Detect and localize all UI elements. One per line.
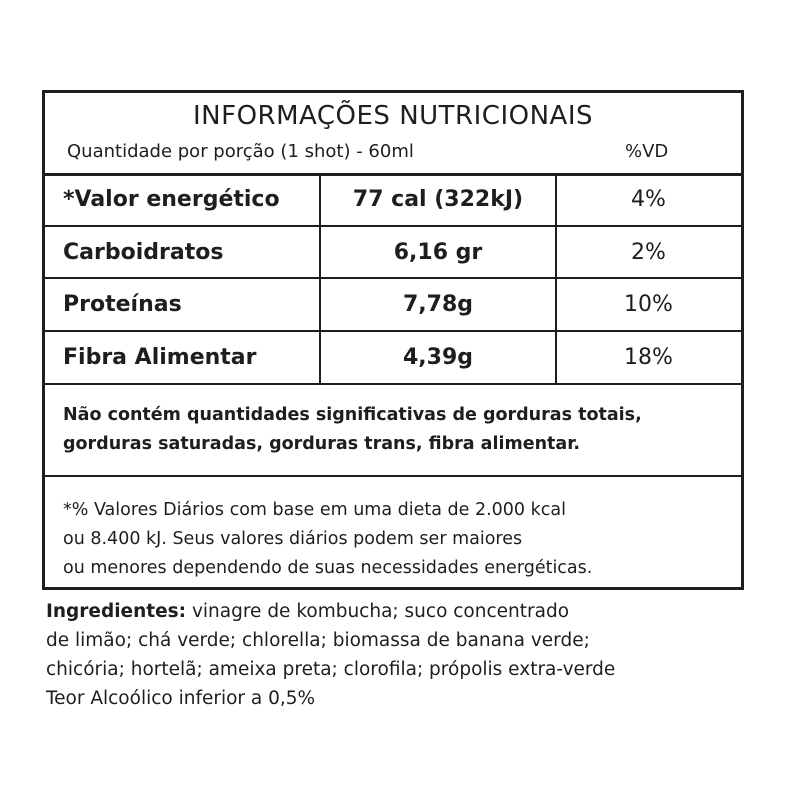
nutrient-amount: 6,16 gr xyxy=(393,240,483,265)
table-rule xyxy=(45,383,741,385)
nutrient-amount: 7,78g xyxy=(402,292,474,317)
note-line: gorduras saturadas, gorduras trans, fibra alimentar. xyxy=(63,434,580,454)
nutrient-daily-value: 2% xyxy=(631,240,666,265)
not-contains-note xyxy=(63,401,642,459)
ingredients-line: de limão; chá verde; chlorella; biomassa de banana verde; xyxy=(46,630,590,651)
table-rule xyxy=(45,330,741,332)
daily-value-header: %VD xyxy=(625,141,669,162)
serving-size: Quantidade por porção (1 shot) - 60ml xyxy=(67,141,414,162)
note-line: *% Valores Diários com base em uma dieta de 2.000 kcal xyxy=(63,500,566,520)
nutrient-amount: 4,39g xyxy=(402,345,474,370)
nutrient-name: Proteínas xyxy=(63,292,182,317)
nutrient-daily-value: 4% xyxy=(631,187,666,212)
nutrient-name: Carboidratos xyxy=(63,240,224,265)
note-line: ou 8.400 kJ. Seus valores diários podem ser maiores xyxy=(63,529,523,549)
note-line: Não contém quantidades significativas de gorduras totais, xyxy=(63,405,642,425)
daily-values-note xyxy=(63,496,592,583)
nutrient-name: Fibra Alimentar xyxy=(63,345,257,370)
table-rule xyxy=(45,225,741,227)
nutrient-amount: 77 cal (322kJ) xyxy=(352,187,524,212)
nutrition-table xyxy=(45,173,741,477)
nutrition-facts-label xyxy=(42,90,744,590)
nutrient-daily-value: 18% xyxy=(624,345,673,370)
ingredients-text: vinagre de kombucha; suco concentrado xyxy=(186,601,570,622)
table-rule xyxy=(45,475,741,477)
ingredients-heading: Ingredientes: xyxy=(46,601,187,622)
note-line: ou menores dependendo de suas necessidades energéticas. xyxy=(63,558,593,578)
alcohol-content: Teor Alcoólico inferior a 0,5% xyxy=(46,688,316,709)
ingredients-line xyxy=(46,597,615,626)
nutrient-name: *Valor energético xyxy=(63,187,280,212)
ingredients-line: chicória; hortelã; ameixa preta; clorofila; própolis extra-verde xyxy=(46,659,616,680)
label-title: INFORMAÇÕES NUTRICIONAIS xyxy=(193,101,593,131)
ingredients-list xyxy=(46,597,615,713)
nutrient-daily-value: 10% xyxy=(624,292,673,317)
